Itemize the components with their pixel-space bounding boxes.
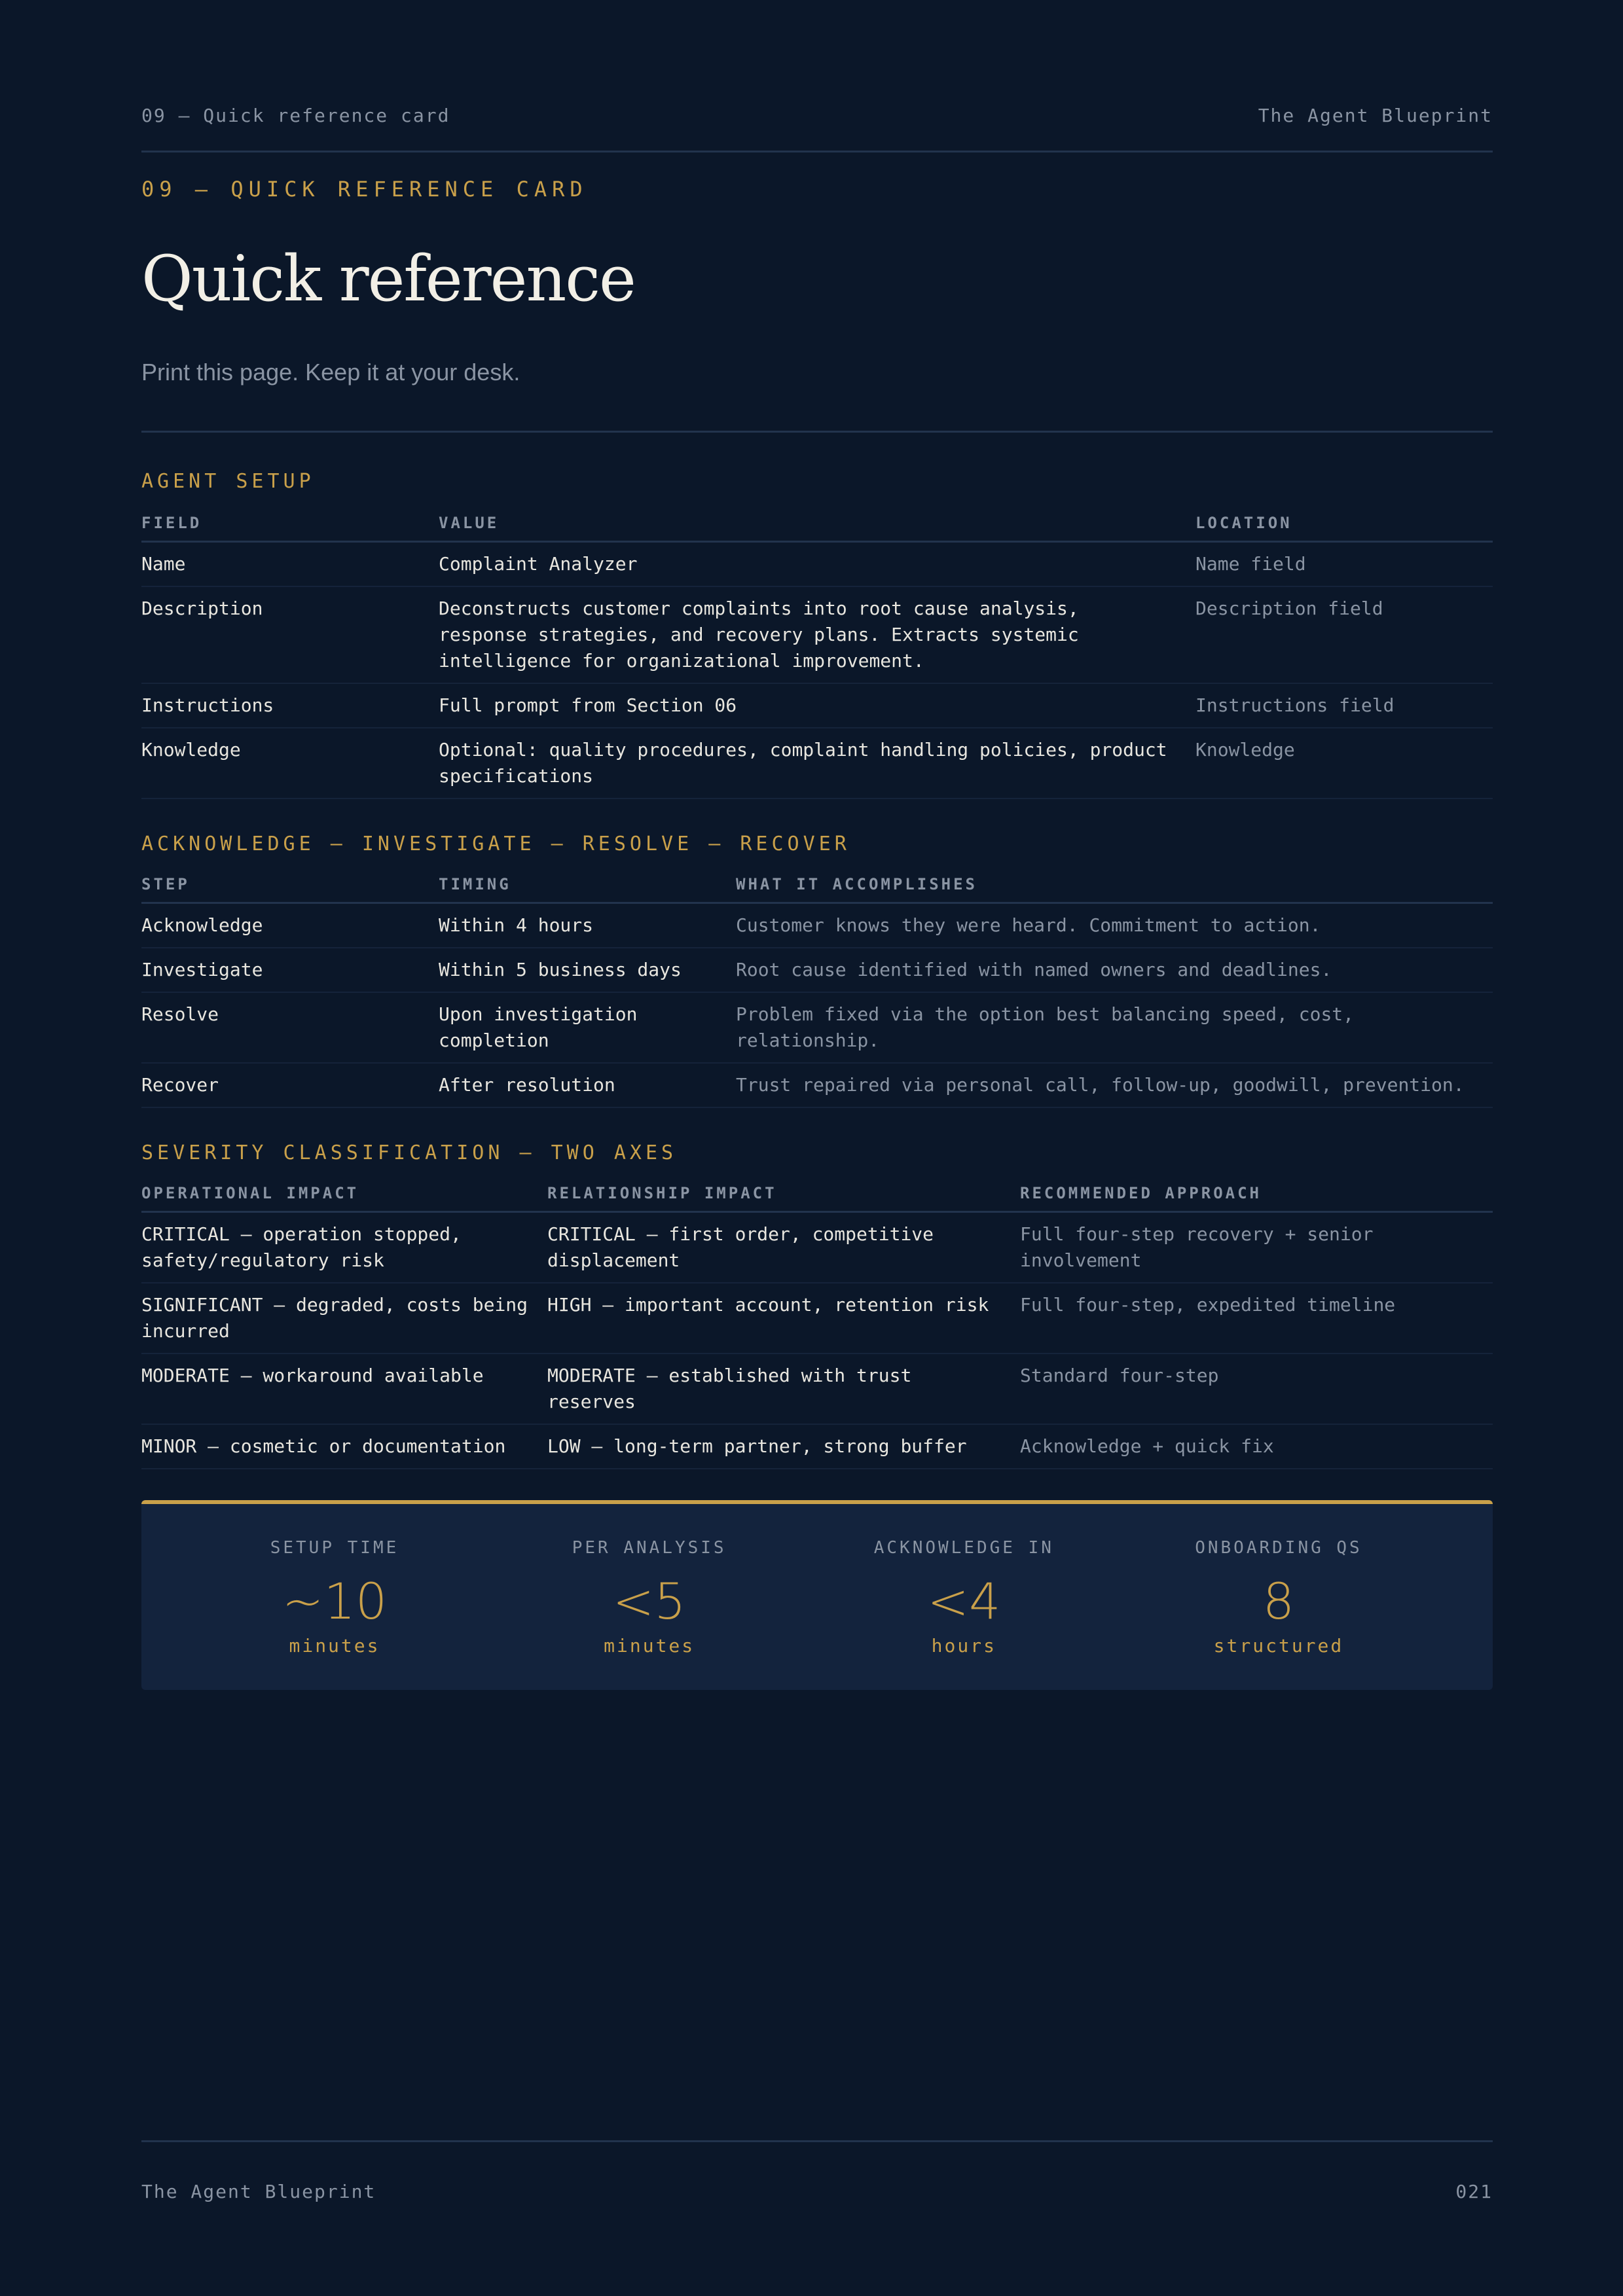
- column-header-what: WHAT IT ACCOMPLISHES: [736, 874, 1493, 903]
- setup-location: Knowledge: [1195, 728, 1493, 798]
- operational-impact: MODERATE — workaround available: [141, 1354, 547, 1424]
- step-name: Recover: [141, 1063, 439, 1107]
- title-divider: [141, 431, 1493, 433]
- step-name: Investigate: [141, 948, 439, 992]
- table-row: [141, 542, 1493, 587]
- table-row: [141, 1354, 1493, 1424]
- setup-location: Description field: [1195, 586, 1493, 683]
- stats-panel: [141, 1500, 1493, 1690]
- setup-location: Instructions field: [1195, 683, 1493, 728]
- stat-unit: minutes: [604, 1635, 695, 1657]
- table-row: [141, 728, 1493, 798]
- step-description: Customer knows they were heard. Commitment to action.: [736, 903, 1493, 948]
- setup-field: Knowledge: [141, 728, 439, 798]
- table-row: [141, 683, 1493, 728]
- setup-value: Full prompt from Section 06: [439, 683, 1195, 728]
- table-row: [141, 903, 1493, 948]
- stat-label: ACKNOWLEDGE IN: [873, 1538, 1054, 1558]
- step-description: Problem fixed via the option best balancing speed, cost, relationship.: [736, 992, 1493, 1063]
- setup-field: Instructions: [141, 683, 439, 728]
- footer-divider: [141, 2140, 1493, 2142]
- table-row: [141, 948, 1493, 992]
- page-number: 021: [1455, 2181, 1493, 2202]
- page-footer: [141, 2181, 1493, 2202]
- setup-value: Optional: quality procedures, complaint handling policies, product specifications: [439, 728, 1195, 798]
- agent-setup-table: [141, 513, 1493, 799]
- relationship-impact: HIGH — important account, retention risk: [547, 1283, 1020, 1354]
- stat-value: 8: [1262, 1572, 1295, 1630]
- relationship-impact: MODERATE — established with trust reserves: [547, 1354, 1020, 1424]
- table-row: [141, 1212, 1493, 1283]
- page-subtitle: Print this page. Keep it at your desk.: [141, 359, 520, 386]
- table-header-row: [141, 874, 1493, 903]
- column-header-operational: OPERATIONAL IMPACT: [141, 1183, 547, 1212]
- step-timing: Within 5 business days: [439, 948, 736, 992]
- stat-label: ONBOARDING QS: [1195, 1538, 1362, 1558]
- relationship-impact: CRITICAL — first order, competitive displacement: [547, 1212, 1020, 1283]
- step-timing: Within 4 hours: [439, 903, 736, 948]
- step-timing: After resolution: [439, 1063, 736, 1107]
- stat-value: ~10: [282, 1572, 388, 1630]
- column-header-relationship: RELATIONSHIP IMPACT: [547, 1183, 1020, 1212]
- column-header-approach: RECOMMENDED APPROACH: [1020, 1183, 1493, 1212]
- step-timing: Upon investigation completion: [439, 992, 736, 1063]
- step-description: Trust repaired via personal call, follow-up, goodwill, prevention.: [736, 1063, 1493, 1107]
- footer-book-title: The Agent Blueprint: [141, 2181, 376, 2202]
- operational-impact: SIGNIFICANT — degraded, costs being incurred: [141, 1283, 547, 1354]
- running-header: [141, 105, 1493, 126]
- stat-unit: structured: [1213, 1635, 1344, 1657]
- column-header-value: VALUE: [439, 513, 1195, 542]
- severity-table: [141, 1183, 1493, 1469]
- section-eyebrow: 09 — QUICK REFERENCE CARD: [141, 177, 588, 202]
- stat-value: <5: [612, 1572, 686, 1630]
- operational-impact: CRITICAL — operation stopped, safety/regulatory risk: [141, 1212, 547, 1283]
- setup-value: Complaint Analyzer: [439, 542, 1195, 587]
- column-header-step: STEP: [141, 874, 439, 903]
- recommended-approach: Full four-step recovery + senior involvement: [1020, 1212, 1493, 1283]
- recommended-approach: Full four-step, expedited timeline: [1020, 1283, 1493, 1354]
- agent-setup-heading: AGENT SETUP: [141, 470, 315, 493]
- table-row: [141, 992, 1493, 1063]
- recommended-approach: Standard four-step: [1020, 1354, 1493, 1424]
- step-description: Root cause identified with named owners and deadlines.: [736, 948, 1493, 992]
- relationship-impact: LOW — long-term partner, strong buffer: [547, 1424, 1020, 1469]
- step-name: Resolve: [141, 992, 439, 1063]
- table-header-row: [141, 1183, 1493, 1212]
- table-header-row: [141, 513, 1493, 542]
- setup-field: Name: [141, 542, 439, 587]
- column-header-location: LOCATION: [1195, 513, 1493, 542]
- stat-unit: hours: [931, 1635, 996, 1657]
- stat-value: <4: [927, 1572, 1001, 1630]
- stat-setup-time: [207, 1504, 462, 1690]
- setup-value: Deconstructs customer complaints into root cause analysis, response strategies, and recovery plans. Extracts systemic intelligence for organizational improvement.: [439, 586, 1195, 683]
- severity-heading: SEVERITY CLASSIFICATION — TWO AXES: [141, 1141, 678, 1164]
- table-row: [141, 1424, 1493, 1469]
- stat-label: SETUP TIME: [270, 1538, 399, 1558]
- header-divider: [141, 151, 1493, 152]
- step-name: Acknowledge: [141, 903, 439, 948]
- column-header-field: FIELD: [141, 513, 439, 542]
- setup-field: Description: [141, 586, 439, 683]
- stat-per-analysis: [522, 1504, 777, 1690]
- table-row: [141, 1283, 1493, 1354]
- operational-impact: MINOR — cosmetic or documentation: [141, 1424, 547, 1469]
- stat-label: PER ANALYSIS: [572, 1538, 727, 1558]
- recommended-approach: Acknowledge + quick fix: [1020, 1424, 1493, 1469]
- steps-heading: ACKNOWLEDGE — INVESTIGATE — RESOLVE — RECOVER: [141, 833, 850, 855]
- column-header-timing: TIMING: [439, 874, 736, 903]
- running-header-book: The Agent Blueprint: [1258, 105, 1493, 126]
- table-row: [141, 1063, 1493, 1107]
- reference-page: [141, 0, 1493, 2296]
- page-title: Quick reference: [141, 242, 635, 315]
- stat-onboarding-qs: [1151, 1504, 1406, 1690]
- stat-unit: minutes: [289, 1635, 380, 1657]
- running-header-section: 09 — Quick reference card: [141, 105, 450, 126]
- stat-acknowledge-in: [836, 1504, 1091, 1690]
- setup-location: Name field: [1195, 542, 1493, 587]
- steps-table: [141, 874, 1493, 1108]
- table-row: [141, 586, 1493, 683]
